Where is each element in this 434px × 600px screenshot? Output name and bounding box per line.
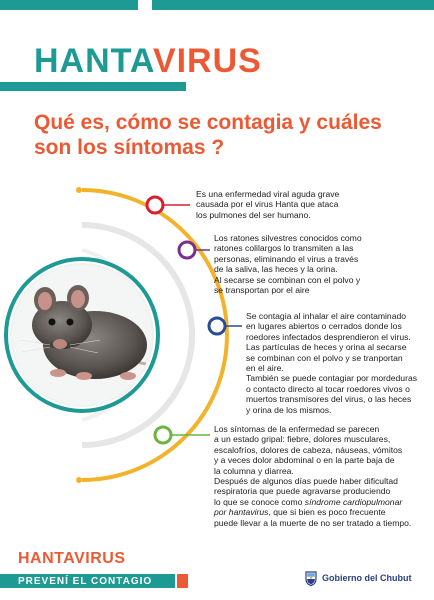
rodents-line: ratones colilargos lo transmiten a las: [214, 243, 354, 254]
definition-line: causada por el virus Hanta que ataca: [196, 199, 339, 210]
contagion-line: se combinan con el polvo y se tranportan: [246, 352, 403, 363]
definition-line: Es una enfermedad viral aguda grave: [196, 189, 340, 199]
government-logo: [304, 570, 412, 586]
footer-accent-block: [177, 574, 188, 588]
contagion-line: Las partículas de heces y orina al secarse: [246, 342, 407, 353]
contagion-line: roedores infectados desprendieron el virus.: [246, 331, 411, 342]
top-bar-right: [152, 0, 434, 10]
node-symptoms: [155, 427, 171, 443]
symptoms-emphasis: por hantavirus: [214, 507, 269, 518]
rodents-line: Al secarse se combinan con el polvo y: [214, 274, 361, 285]
contagion-line: muertos transmisores del virus, o las heces: [246, 394, 412, 405]
symptoms-line: , que si bien es poco frecuente: [268, 507, 386, 518]
page-subtitle: Qué es, cómo se contagia y cuáles son los síntomas ?: [34, 111, 382, 159]
symptoms-line: la columna y diarrea.: [214, 465, 294, 476]
contagion-line: y orina de los mismos.: [246, 404, 332, 415]
symptoms-line: a un estado gripal: fiebre, dolores musculares,: [214, 434, 391, 445]
node-contagion: [209, 318, 225, 334]
symptoms-text: [214, 424, 432, 528]
contagion-line: Se contagia al inhalar el aire contaminado: [246, 311, 407, 321]
symptoms-line: puede llevar a la muerte de no ser tratado a tiempo.: [214, 517, 412, 528]
symptoms-line: escalofríos, dolores de cabeza, náuseas, vómitos: [214, 444, 403, 455]
symptoms-line: lo que se conoce como: [214, 496, 305, 507]
contagion-line: en el aire.: [246, 363, 284, 374]
footer-title: HANTAVIRUS: [18, 550, 126, 567]
title-main: HANTA: [34, 42, 153, 80]
rodents-line: se transportan por el aire: [214, 285, 310, 296]
footer-slogan: PREVENÍ EL CONTAGIO: [18, 575, 153, 587]
title-accent: VIRUS: [152, 42, 262, 80]
node-rodents: [179, 242, 195, 258]
symptoms-line: y a veces dolor abdominal o en la parte baja de: [214, 455, 395, 466]
page-title: [34, 42, 262, 81]
contagion-line: o contacto directo al tocar roedores vivos o: [246, 383, 410, 394]
symptoms-line: respiratoria que puede agravarse produciendo: [214, 486, 391, 497]
definition-line: los pulmones del ser humano.: [196, 209, 311, 220]
footer-slogan-bar: [0, 574, 175, 588]
symptoms-emphasis: síndrome cardiopulmonar: [304, 496, 403, 507]
rodents-line: de la saliva, las heces y la orina.: [214, 264, 338, 275]
top-bar-left: [0, 0, 138, 10]
chubut-coat-of-arms-icon: [304, 570, 318, 586]
contagion-text: [246, 311, 432, 415]
symptoms-line: Los síntomas de la enfermedad se parecen: [214, 424, 380, 434]
definition-text: [196, 189, 426, 220]
symptoms-line: Después de algunos días puede haber dificultad: [214, 476, 398, 487]
title-underline: [0, 82, 186, 91]
rat-icon: [10, 263, 220, 408]
government-name: Gobierno del Chubut: [322, 573, 412, 583]
node-definition: [147, 197, 163, 213]
rodents-line: personas, eliminando el virus a través: [214, 253, 359, 264]
contagion-line: en lugares abiertos o cerrados donde los: [246, 321, 402, 332]
contagion-line: También se puede contagiar por mordeduras: [246, 373, 418, 384]
rodents-line: Los ratones silvestres conocidos como: [214, 233, 362, 243]
rodents-text: [214, 233, 430, 295]
